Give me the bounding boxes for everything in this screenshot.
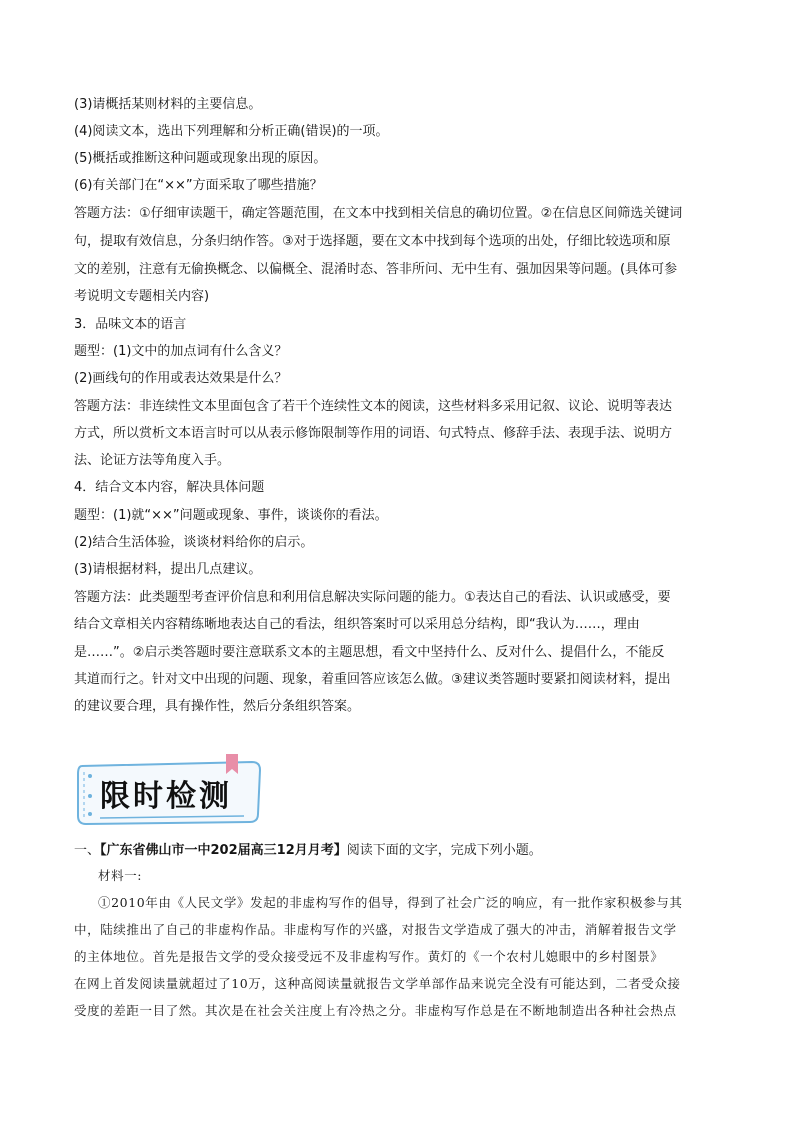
text-line: 题型：(1)文中的加点词有什么含义？ <box>74 344 288 359</box>
question-instruction: 阅读下面的文字，完成下列小题。 <box>346 843 542 858</box>
text-line: 答题方法：①仔细审读题干，确定答题范围，在文本中找到相关信息的确切位置。②在信息区间筛选关键词 <box>74 206 683 221</box>
material-line: 受度的差距一目了然。其次是在社会关注度上有冷热之分。非虚构写作总是在不断地制造出各种社会热点 <box>74 1003 677 1018</box>
text-line: 法、论证方法等角度入手。 <box>74 453 231 468</box>
text-line: 方式，所以赏析文本语言时可以从表示修饰限制等作用的词语、句式特点、修辞手法、表现手法、说明方 <box>74 426 673 441</box>
text-line: (2)结合生活体验，谈谈材料给你的启示。 <box>74 535 314 550</box>
section-heading: 3．品味文本的语言 <box>74 317 187 332</box>
question-source: 【广东省佛山市一中202届高三12月月考】 <box>100 843 347 858</box>
text-line: 考说明文专题相关内容) <box>74 289 210 304</box>
text-line: 句，提取有效信息，分条归纳作答。③对于选择题，要在文本中找到每个选项的出处，仔细比较选项和原 <box>74 234 671 249</box>
text-line: (2)画线句的作用或表达效果是什么？ <box>74 371 288 386</box>
material-line: 在网上首发阅读量就超过了10万，这种高阅读量就报告文学单部作品来说完全没有可能达到，二者受众接 <box>74 976 681 991</box>
text-line: (5)概括或推断这种问题或现象出现的原因。 <box>74 151 327 166</box>
text-line: 文的差别，注意有无偷换概念、以偏概全、混淆时态、答非所问、无中生有、强加因果等问题。(具体可参 <box>74 262 678 277</box>
text-line: (6)有关部门在“××”方面采取了哪些措施？ <box>74 178 323 193</box>
text-line: 其道而行之。针对文中出现的问题、现象，着重回答应该怎么做。③建议类答题时要紧扣阅读材料，提出 <box>74 672 671 687</box>
text-line: 是……”。②启示类答题时要注意联系文本的主题思想，看文中坚持什么、反对什么、提倡什么，不能反 <box>74 645 665 660</box>
question-line <box>74 842 542 860</box>
text-line: 题型：(1)就“××”问题或现象、事件，谈谈你的看法。 <box>74 508 388 523</box>
material-label: 材料一: <box>98 868 143 883</box>
question-number: 一、 <box>74 843 101 858</box>
material-line: 中，陆续推出了自己的非虚构作品。非虚构写作的兴盛，对报告文学造成了强大的冲击，消解着报告文学 <box>74 922 677 937</box>
section-heading: 4．结合文本内容，解决具体问题 <box>74 480 265 495</box>
text-line: 答题方法：非连续性文本里面包含了若干个连续性文本的阅读，这些材料多采用记叙、议论、说明等表达 <box>74 399 673 414</box>
text-line: 的建议要合理，具有操作性，然后分条组织答案。 <box>74 699 361 714</box>
banner-title: 限时检测 <box>100 779 232 814</box>
text-line: 答题方法：此类题型考查评价信息和利用信息解决实际问题的能力。①表达自己的看法、认识或感受，要 <box>74 590 671 605</box>
material-line: ①2010年由《人民文学》发起的非虚构写作的倡导，得到了社会广泛的响应，有一批作家积极参与其 <box>98 895 683 910</box>
text-line: (3)请根据材料，提出几点建议。 <box>74 562 262 577</box>
text-line: (3)请概括某则材料的主要信息。 <box>74 97 262 112</box>
material-line: 的主体地位。首先是报告文学的受众接受远不及非虚构写作。黄灯的《一个农村儿媳眼中的乡村图景》 <box>74 949 664 964</box>
text-line: 结合文章相关内容精练晰地表达自己的看法，组织答案时可以采用总分结构，即“我认为……，理由 <box>74 617 640 632</box>
text-line: (4)阅读文本，选出下列理解和分析正确(错误)的一项。 <box>74 124 389 139</box>
